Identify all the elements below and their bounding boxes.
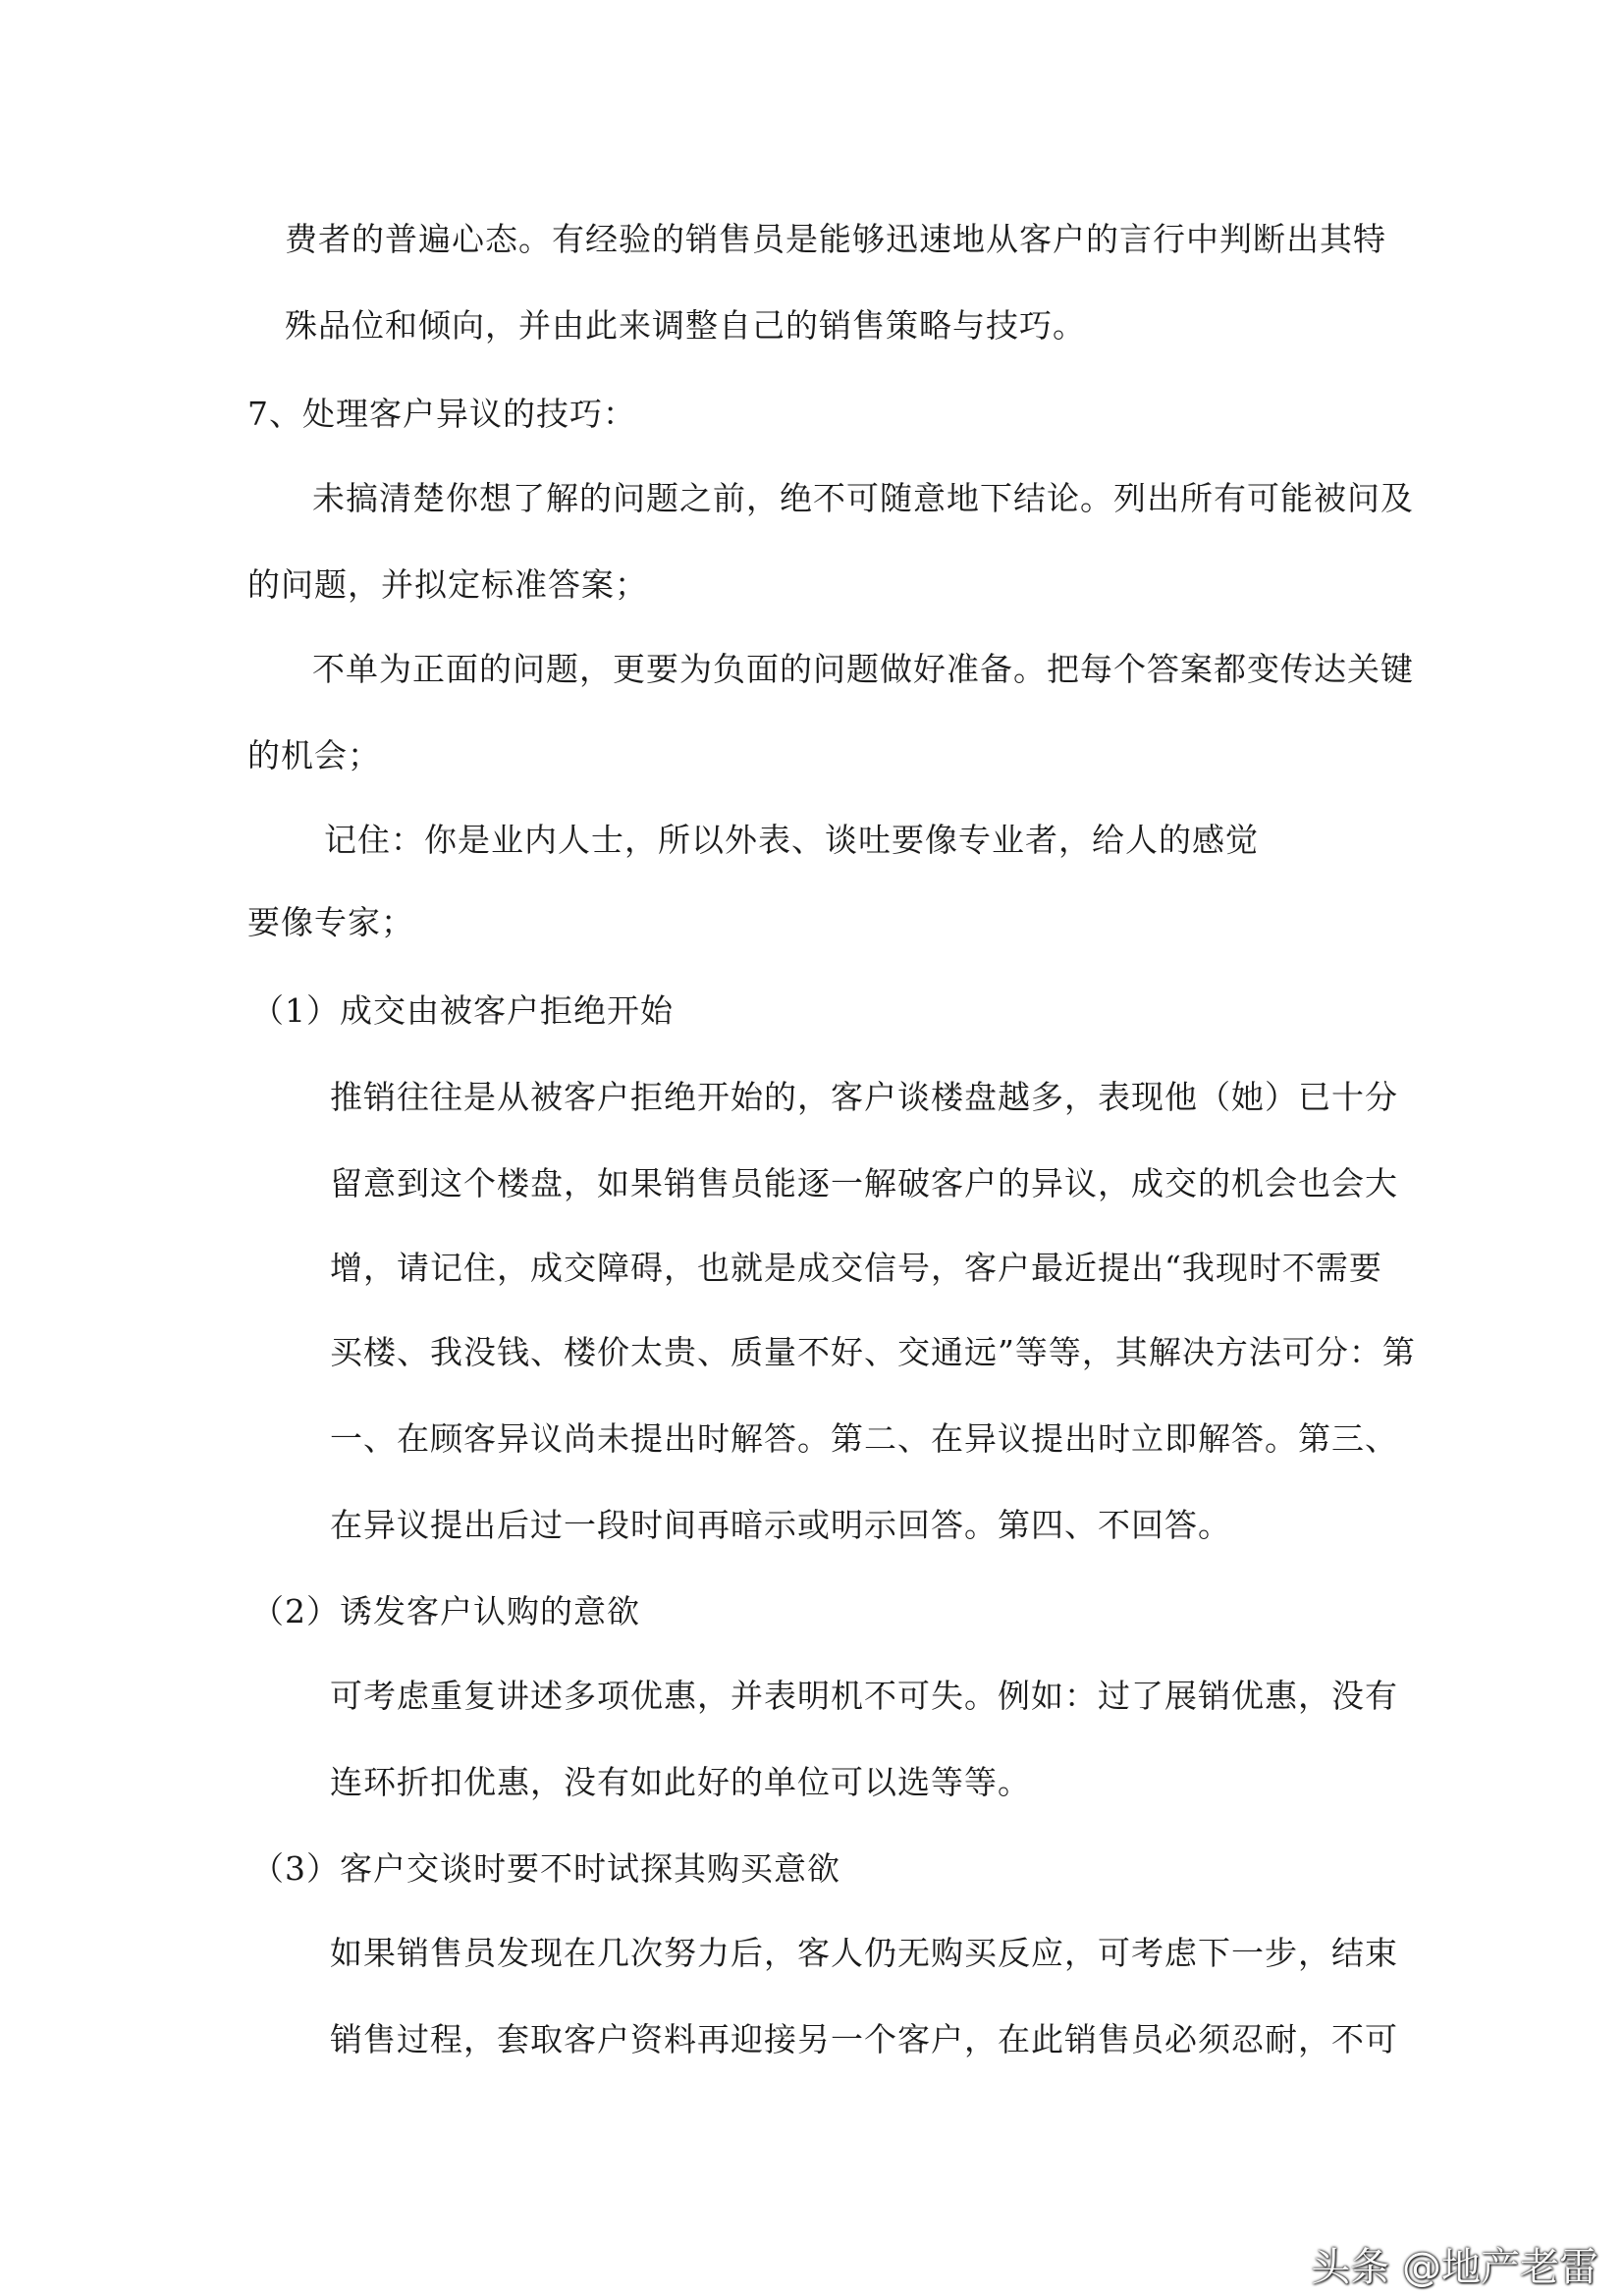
paragraph-line: 推销往往是从被客户拒绝开始的，客户谈楼盘越多，表现他（她）已十分 — [330, 1078, 1398, 1116]
paragraph-line: 如果销售员发现在几次努力后，客人仍无购买反应，可考虑下一步，结束 — [330, 1934, 1398, 1972]
paragraph-line: 记住：你是业内人士，所以外表、谈吐要像专业者，给人的感觉 — [324, 821, 1259, 859]
paragraph-line: 买楼、我没钱、楼价太贵、质量不好、交通远”等等，其解决方法可分：第 — [330, 1333, 1416, 1371]
paragraph-line: 一、在顾客异议尚未提出时解答。第二、在异议提出时立即解答。第三、 — [330, 1419, 1398, 1458]
subsection-heading: （3）客户交谈时要不时试探其购买意欲 — [251, 1849, 840, 1888]
paragraph-line: 费者的普遍心态。有经验的销售员是能够迅速地从客户的言行中判断出其特 — [285, 220, 1386, 258]
watermark-text: 头条 @地产老雷 — [1311, 2245, 1598, 2290]
paragraph-line: 增，请记住，成交障碍，也就是成交信号，客户最近提出“我现时不需要 — [330, 1249, 1382, 1287]
paragraph-line: 可考虑重复讲述多项优惠，并表明机不可失。例如：过了展销优惠，没有 — [330, 1677, 1398, 1715]
paragraph-line: 殊品位和倾向，并由此来调整自己的销售策略与技巧。 — [285, 306, 1086, 345]
paragraph-line: 的问题，并拟定标准答案； — [247, 565, 648, 604]
paragraph-line: 在异议提出后过一段时间再暗示或明示回答。第四、不回答。 — [330, 1506, 1231, 1544]
paragraph-line: 的机会； — [247, 736, 381, 774]
section-heading: 7、处理客户异议的技巧： — [247, 395, 636, 433]
paragraph-line: 销售过程，套取客户资料再迎接另一个客户，在此销售员必须忍耐，不可 — [330, 2020, 1398, 2058]
subsection-heading: （1）成交由被客户拒绝开始 — [251, 991, 674, 1030]
paragraph-line: 连环折扣优惠，没有如此好的单位可以选等等。 — [330, 1763, 1031, 1801]
paragraph-line: 未搞清楚你想了解的问题之前，绝不可随意地下结论。列出所有可能被问及 — [312, 479, 1414, 517]
paragraph-line: 留意到这个楼盘，如果销售员能逐一解破客户的异议，成交的机会也会大 — [330, 1164, 1398, 1202]
paragraph-line: 要像专家； — [247, 903, 414, 941]
paragraph-line: 不单为正面的问题，更要为负面的问题做好准备。把每个答案都变传达关键 — [312, 650, 1414, 688]
subsection-heading: （2）诱发客户认购的意欲 — [251, 1592, 640, 1630]
